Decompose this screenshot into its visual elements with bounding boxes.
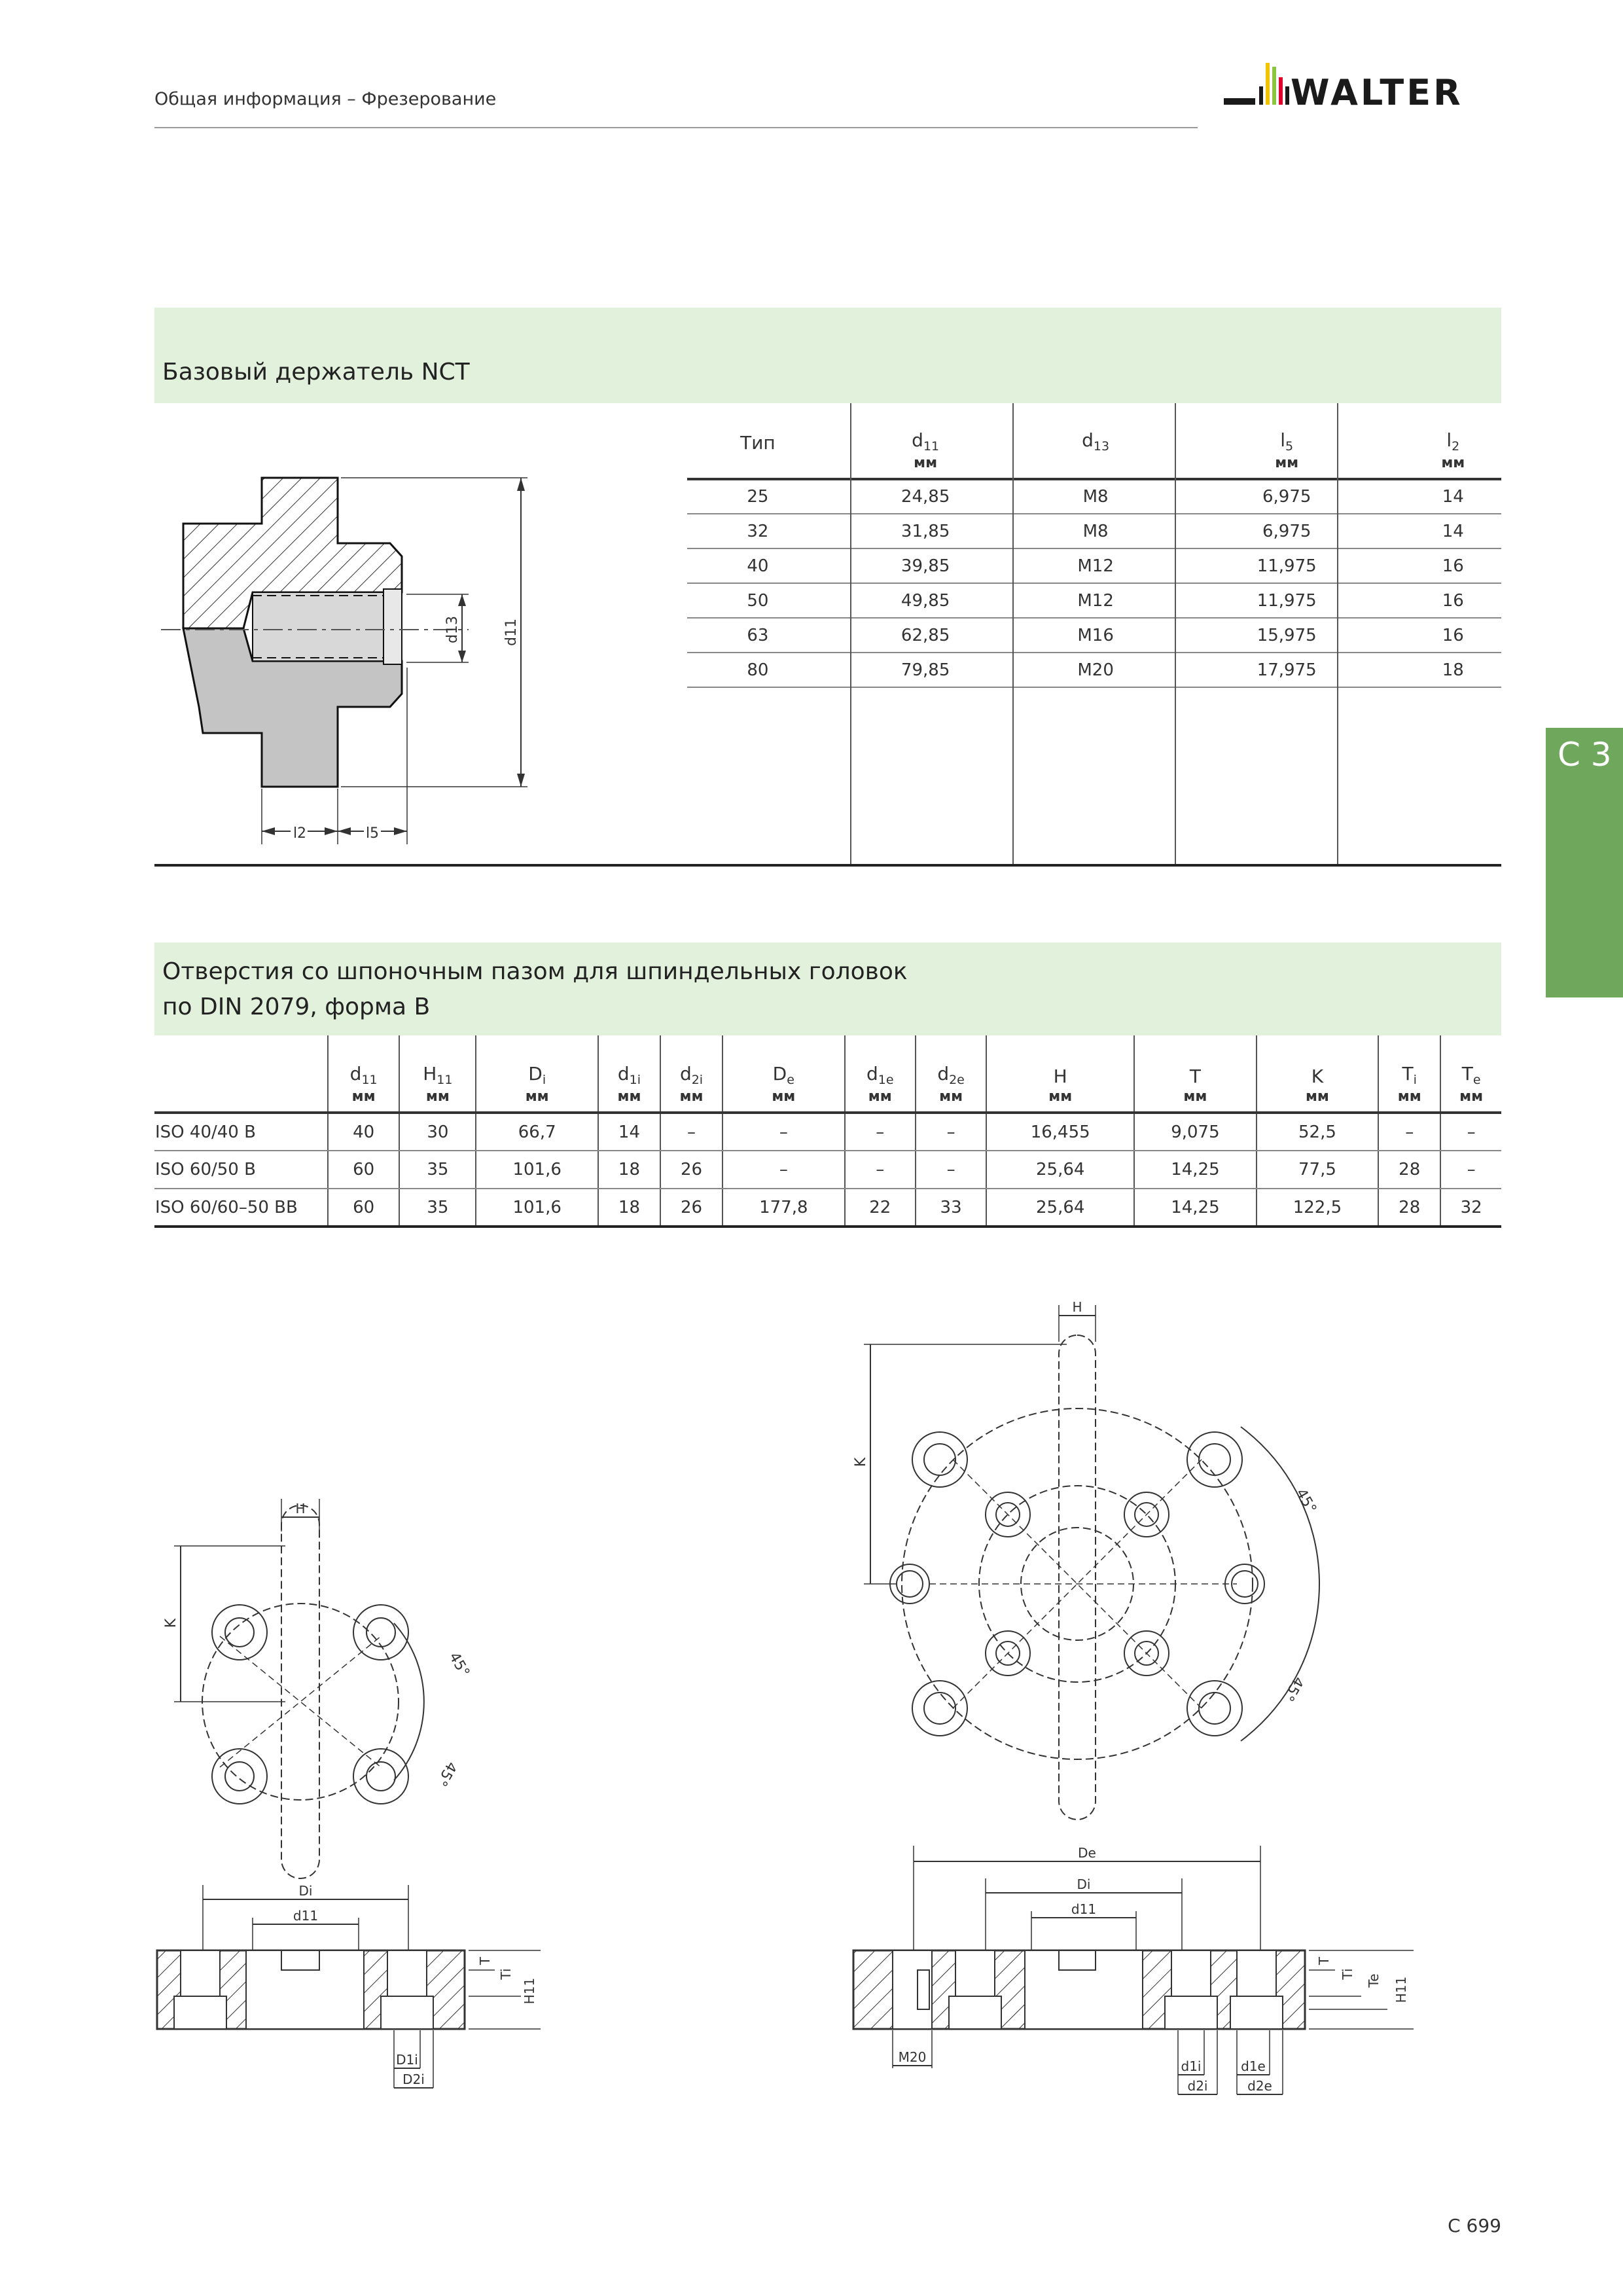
label-d2e: d2e (1247, 2078, 1272, 2094)
table-cell: M12 (1022, 548, 1168, 583)
table-cell: 6,975 (1169, 479, 1405, 514)
table-cell: 66,7 (476, 1113, 598, 1151)
table-cell: 31,85 (829, 514, 1023, 548)
column-unit: мм (939, 1088, 963, 1105)
label-D2i: D2i (402, 2072, 425, 2087)
table-cell: – (660, 1113, 722, 1151)
page-number: C 699 (1448, 2215, 1501, 2236)
row-label: ISO 60/50 B (154, 1151, 328, 1189)
table-cell: 18 (1405, 653, 1501, 687)
table-cell: 25,64 (986, 1189, 1134, 1227)
chapter-tab: C 3 (1546, 728, 1623, 997)
table-cell: 39,85 (829, 548, 1023, 583)
table-cell: 11,975 (1169, 548, 1405, 583)
table-cell: 9,075 (1134, 1113, 1257, 1151)
column-symbol: d (866, 1062, 878, 1085)
column-unit (1023, 455, 1168, 471)
table-cell: 6,975 (1169, 514, 1405, 548)
column-header (722, 1035, 845, 1113)
column-header (660, 1035, 722, 1113)
column-subscript: e (787, 1073, 794, 1087)
col-divider (1337, 403, 1338, 865)
table-cell: 25 (687, 479, 829, 514)
nct-holder-drawing (154, 458, 691, 857)
column-symbol: T (1461, 1062, 1473, 1085)
column-header (1378, 1035, 1440, 1113)
table-cell: 40 (687, 548, 829, 583)
column-header (1169, 403, 1405, 479)
label-Ti: Ti (1340, 1968, 1355, 1980)
column-unit: мм (425, 1088, 450, 1105)
table-cell: – (1440, 1113, 1501, 1151)
label-angle-2: 45° (433, 1759, 460, 1789)
column-subscript: 2e (949, 1073, 965, 1087)
col-divider (1175, 403, 1176, 865)
table-cell: 17,975 (1169, 653, 1405, 687)
column-subscript: 11 (923, 439, 940, 454)
column-symbol: D (772, 1062, 787, 1085)
label-Ti: Ti (498, 1968, 514, 1980)
column-symbol: Тип (740, 432, 776, 454)
row-label: ISO 60/60–50 BB (154, 1189, 328, 1227)
column-unit: мм (1441, 455, 1465, 471)
header-rule (154, 127, 1198, 128)
label-d13: d13 (444, 616, 461, 643)
section2-header (154, 942, 1501, 1035)
column-header (1440, 1035, 1501, 1113)
column-subscript: e (1472, 1073, 1481, 1087)
table-cell: – (845, 1151, 916, 1189)
column-symbol: D (528, 1062, 543, 1085)
label-l5: l5 (365, 825, 380, 842)
nct-table (687, 403, 1501, 688)
table-cell: 50 (687, 583, 829, 618)
column-unit: мм (679, 1088, 704, 1105)
column-symbol: d (679, 1062, 692, 1085)
logo-text: WALTER (1291, 72, 1463, 113)
row-label: ISO 40/40 B (154, 1113, 328, 1151)
column-unit: мм (351, 1088, 376, 1105)
column-header (399, 1035, 476, 1113)
table-cell: 18 (598, 1151, 660, 1189)
column-unit: мм (1397, 1088, 1421, 1105)
table-cell: 122,5 (1257, 1189, 1379, 1227)
label-d2i: d2i (1187, 2078, 1208, 2094)
column-header-empty (154, 1035, 328, 1113)
label-T: T (477, 1956, 493, 1965)
table-cell: 11,975 (1169, 583, 1405, 618)
column-subscript: 2i (691, 1073, 704, 1087)
table-cell: M16 (1022, 618, 1168, 653)
table-row (687, 653, 1501, 687)
table-cell: 62,85 (829, 618, 1023, 653)
table-cell: 60 (328, 1189, 399, 1227)
table-cell: 52,5 (1257, 1113, 1379, 1151)
table-cell: 14 (1405, 514, 1501, 548)
column-unit (688, 455, 828, 471)
label-angle-1: 45° (445, 1649, 473, 1680)
label-D1i: D1i (396, 2052, 418, 2068)
table-cell: 77,5 (1257, 1151, 1379, 1189)
column-unit: мм (1048, 1088, 1073, 1105)
column-subscript: 2 (1452, 439, 1460, 454)
label-M20: M20 (898, 2049, 927, 2065)
label-H: H (1072, 1299, 1082, 1315)
label-d11: d11 (1071, 1901, 1097, 1917)
column-unit: мм (772, 1088, 796, 1105)
header-title: Общая информация – Фрезерование (154, 89, 497, 109)
column-subscript: i (1413, 1073, 1417, 1087)
column-header (598, 1035, 660, 1113)
table-cell: M8 (1022, 479, 1168, 514)
column-header (1405, 403, 1501, 479)
column-subscript: i (542, 1073, 546, 1087)
flange-drawing-small (154, 1499, 613, 2127)
column-subscript: 11 (437, 1073, 453, 1087)
column-symbol: d (349, 1062, 362, 1085)
table-cell: – (916, 1113, 986, 1151)
column-symbol: d (617, 1062, 630, 1085)
column-header (986, 1035, 1134, 1113)
column-header (845, 1035, 916, 1113)
table-cell: – (916, 1151, 986, 1189)
column-subscript: 5 (1285, 439, 1294, 454)
table-row (687, 514, 1501, 548)
label-d1i: d1i (1181, 2058, 1202, 2074)
table-cell: 25,64 (986, 1151, 1134, 1189)
label-K: K (163, 1618, 179, 1628)
column-unit: мм (1305, 1088, 1329, 1105)
column-header (687, 403, 829, 479)
column-header (1022, 403, 1168, 479)
walter-logo (1224, 60, 1499, 132)
table-cell: M12 (1022, 583, 1168, 618)
table-cell: – (722, 1151, 845, 1189)
table-cell: 80 (687, 653, 829, 687)
table-cell: – (722, 1113, 845, 1151)
table-cell: 28 (1378, 1151, 1440, 1189)
label-d1e: d1e (1241, 2058, 1266, 2074)
column-symbol: T (1189, 1066, 1201, 1087)
column-symbol: T (1402, 1062, 1414, 1085)
column-subscript: 1e (878, 1073, 894, 1087)
label-H: H (295, 1501, 306, 1516)
column-unit: мм (617, 1088, 641, 1105)
table-cell: 35 (399, 1151, 476, 1189)
table-cell: M20 (1022, 653, 1168, 687)
section1-header (154, 308, 1501, 403)
table-cell: – (845, 1113, 916, 1151)
table-cell: 49,85 (829, 583, 1023, 618)
table-cell: 28 (1378, 1189, 1440, 1227)
label-angle-1: 45° (1292, 1486, 1319, 1516)
label-d11: d11 (503, 619, 520, 646)
column-symbol: l (1280, 429, 1286, 451)
column-symbol: H (1053, 1066, 1067, 1087)
table-cell: 26 (660, 1189, 722, 1227)
column-symbol: H (423, 1062, 437, 1085)
din2079-table (154, 1035, 1501, 1228)
column-unit: мм (868, 1088, 892, 1105)
table-cell: 16 (1405, 618, 1501, 653)
section2-title-line1: Отверстия со шпоночным пазом для шпиндельных головок (162, 958, 908, 985)
table-cell: 63 (687, 618, 829, 653)
column-header (476, 1035, 598, 1113)
table-row (687, 583, 1501, 618)
table-row (154, 1113, 1501, 1151)
table-cell: M8 (1022, 514, 1168, 548)
table-row (154, 1151, 1501, 1189)
table-cell: 101,6 (476, 1189, 598, 1227)
label-angle-2: 45° (1279, 1674, 1307, 1704)
label-De: De (1078, 1845, 1096, 1861)
table-cell: 22 (845, 1189, 916, 1227)
table-cell: – (1378, 1113, 1440, 1151)
table-row (154, 1189, 1501, 1227)
col-divider (1012, 403, 1014, 865)
column-symbol: d (912, 429, 923, 451)
table-cell: 16 (1405, 583, 1501, 618)
table-cell: 177,8 (722, 1189, 845, 1227)
table-cell: 101,6 (476, 1151, 598, 1189)
section1-title: Базовый держатель NCT (162, 359, 470, 386)
column-symbol: l (1446, 429, 1452, 451)
column-header (829, 403, 1023, 479)
column-unit: мм (1459, 1088, 1484, 1105)
table-cell: 60 (328, 1151, 399, 1189)
table-cell: 14 (598, 1113, 660, 1151)
label-K: K (853, 1457, 869, 1467)
column-symbol: d (937, 1062, 950, 1085)
column-subscript: 1i (629, 1073, 641, 1087)
table-cell: 15,975 (1169, 618, 1405, 653)
column-subscript: 13 (1093, 439, 1110, 454)
label-Di: Di (1077, 1876, 1091, 1892)
table-cell: 33 (916, 1189, 986, 1227)
column-unit: мм (1183, 1088, 1207, 1105)
col-divider (850, 403, 851, 865)
column-header (328, 1035, 399, 1113)
table-cell: 79,85 (829, 653, 1023, 687)
table-cell: 32 (1440, 1189, 1501, 1227)
table-row (687, 618, 1501, 653)
table-cell: 16,455 (986, 1113, 1134, 1151)
label-H11: H11 (1393, 1976, 1409, 2003)
column-unit: мм (914, 455, 938, 471)
table-cell: 30 (399, 1113, 476, 1151)
label-d11: d11 (293, 1908, 319, 1924)
table-cell: 35 (399, 1189, 476, 1227)
table-cell: 14,25 (1134, 1151, 1257, 1189)
column-unit: мм (525, 1088, 549, 1105)
column-subscript: 11 (361, 1073, 378, 1087)
table-cell: 32 (687, 514, 829, 548)
table-cell: 26 (660, 1151, 722, 1189)
label-l2: l2 (293, 825, 307, 842)
column-header (916, 1035, 986, 1113)
table-cell: – (1440, 1151, 1501, 1189)
column-unit: мм (1275, 455, 1299, 471)
table-row (687, 479, 1501, 514)
column-symbol: K (1311, 1066, 1324, 1087)
section1-bottom-rule (154, 864, 1501, 867)
label-T: T (1316, 1956, 1332, 1965)
flange-drawing-large (844, 1296, 1433, 2121)
table-cell: 14 (1405, 479, 1501, 514)
section2-title-line2: по DIN 2079, форма B (162, 994, 431, 1020)
table-cell: 24,85 (829, 479, 1023, 514)
label-Di: Di (298, 1883, 313, 1899)
table-cell: 16 (1405, 548, 1501, 583)
table-cell: 18 (598, 1189, 660, 1227)
table-row (687, 548, 1501, 583)
label-Te: Te (1366, 1973, 1382, 1988)
table-cell: 14,25 (1134, 1189, 1257, 1227)
column-symbol: d (1082, 429, 1094, 451)
column-header (1257, 1035, 1379, 1113)
table-cell: 40 (328, 1113, 399, 1151)
column-header (1134, 1035, 1257, 1113)
label-H11: H11 (522, 1977, 537, 2005)
